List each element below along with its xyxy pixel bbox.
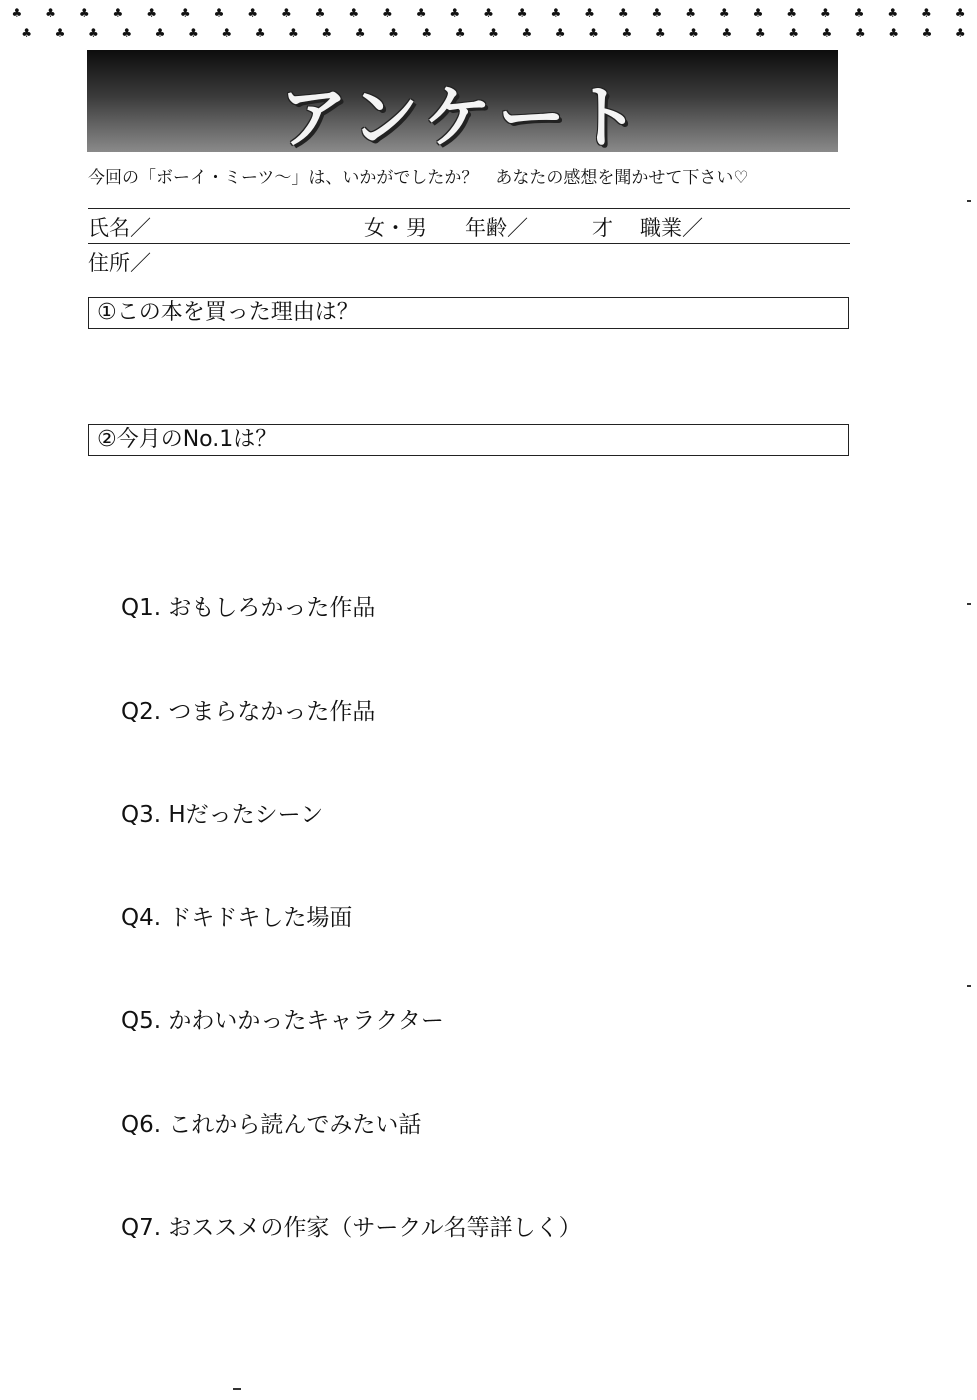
- question-item-q6: Q6. これから読んでみたい話: [121, 1112, 422, 1138]
- border-ornament-icon: ♣︎: [348, 6, 360, 20]
- border-ornament-icon: ♣︎: [280, 6, 292, 20]
- intro-text: 今回の「ボーイ・ミーツ〜」は、いかがでしたか？ あなたの感想を聞かせて下さい♡: [88, 168, 749, 188]
- border-ornament-icon: ♣︎: [516, 6, 528, 20]
- border-ornament-icon: ♣︎: [213, 6, 225, 20]
- border-ornament-icon: ♣︎: [954, 6, 966, 20]
- border-ornament-icon: ♣︎: [421, 26, 433, 40]
- decorative-border-top: [0, 4, 977, 22]
- border-ornament-icon: ♣︎: [121, 26, 133, 40]
- question-item-q5: Q5. かわいかったキャラクター: [121, 1008, 444, 1034]
- border-ornament-icon: ♣︎: [651, 6, 663, 20]
- decorative-border-second: [0, 24, 977, 42]
- border-ornament-icon: ♣︎: [550, 6, 562, 20]
- border-ornament-icon: ♣︎: [688, 26, 699, 40]
- question-box-number-one: [88, 424, 849, 456]
- age-field-label: 年齢／: [465, 216, 528, 240]
- border-ornament-icon: ♣︎: [853, 6, 865, 20]
- border-ornament-icon: ♣︎: [588, 26, 599, 40]
- question-item-q1: Q1. おもしろかった作品: [121, 595, 376, 621]
- border-ornament-icon: ♣︎: [254, 26, 266, 40]
- question-box-label: ②今月のNo.1は？: [97, 427, 278, 452]
- border-ornament-icon: ♣︎: [721, 26, 733, 40]
- border-ornament-icon: ♣︎: [11, 6, 23, 20]
- border-ornament-icon: ♣︎: [488, 26, 499, 40]
- border-ornament-icon: ♣︎: [388, 26, 399, 40]
- border-ornament-icon: ♣︎: [415, 6, 427, 20]
- border-ornament-icon: ♣︎: [354, 26, 366, 40]
- border-ornament-icon: ♣︎: [21, 26, 33, 40]
- border-ornament-icon: ♣︎: [54, 26, 66, 40]
- border-ornament-icon: ♣︎: [179, 6, 191, 20]
- divider-line: [88, 243, 850, 244]
- question-item-q3: Q3. Hだったシーン: [121, 802, 324, 828]
- border-ornament-icon: ♣︎: [188, 26, 199, 40]
- question-box-reason: [88, 297, 849, 329]
- border-ornament-icon: ♣︎: [854, 26, 866, 40]
- question-box-label: ①この本を買った理由は？: [97, 300, 359, 325]
- job-field-label: 職業／: [640, 216, 703, 240]
- border-ornament-icon: ♣︎: [554, 26, 566, 40]
- border-ornament-icon: ♣︎: [382, 6, 393, 20]
- question-item-q4: Q4. ドキドキした場面: [121, 905, 353, 931]
- border-ornament-icon: ♣︎: [449, 6, 461, 20]
- name-field-label: 氏名／: [88, 216, 151, 240]
- border-ornament-icon: ♣︎: [888, 26, 899, 40]
- border-ornament-icon: ♣︎: [617, 6, 629, 20]
- border-ornament-icon: ♣︎: [87, 26, 99, 40]
- border-ornament-icon: ♣︎: [146, 6, 157, 20]
- divider-line: [88, 208, 850, 209]
- scan-mark: [233, 1388, 241, 1390]
- border-ornament-icon: ♣︎: [752, 6, 764, 20]
- border-ornament-icon: ♣︎: [221, 26, 233, 40]
- border-ornament-icon: ♣︎: [921, 26, 933, 40]
- border-ornament-icon: ♣︎: [685, 6, 696, 20]
- page-title: アンケート: [279, 79, 646, 152]
- border-ornament-icon: ♣︎: [819, 6, 831, 20]
- header-banner: [87, 50, 838, 152]
- border-ornament-icon: ♣︎: [718, 6, 730, 20]
- border-ornament-icon: ♣︎: [786, 6, 798, 20]
- border-ornament-icon: ♣︎: [321, 26, 333, 40]
- border-ornament-icon: ♣︎: [584, 6, 595, 20]
- border-ornament-icon: ♣︎: [314, 6, 326, 20]
- gender-field-label: 女・男: [364, 216, 427, 240]
- border-ornament-icon: ♣︎: [621, 26, 633, 40]
- border-ornament-icon: ♣︎: [247, 6, 259, 20]
- age-unit-label: 才: [592, 216, 613, 240]
- question-item-q7: Q7. おススメの作家（サークル名等詳しく）: [121, 1215, 582, 1241]
- border-ornament-icon: ♣︎: [483, 6, 494, 20]
- border-ornament-icon: ♣︎: [288, 26, 299, 40]
- border-ornament-icon: ♣︎: [887, 6, 899, 20]
- border-ornament-icon: ♣︎: [454, 26, 466, 40]
- border-ornament-icon: ♣︎: [154, 26, 166, 40]
- border-ornament-icon: ♣︎: [45, 6, 56, 20]
- scan-mark: [967, 200, 971, 202]
- border-ornament-icon: ♣︎: [921, 6, 932, 20]
- scan-mark: [967, 603, 971, 605]
- border-ornament-icon: ♣︎: [954, 26, 966, 40]
- border-ornament-icon: ♣︎: [521, 26, 533, 40]
- question-item-q2: Q2. つまらなかった作品: [121, 699, 376, 725]
- address-field-label: 住所／: [88, 251, 151, 275]
- border-ornament-icon: ♣︎: [78, 6, 90, 20]
- border-ornament-icon: ♣︎: [654, 26, 666, 40]
- border-ornament-icon: ♣︎: [112, 6, 124, 20]
- border-ornament-icon: ♣︎: [754, 26, 766, 40]
- border-ornament-icon: ♣︎: [788, 26, 799, 40]
- border-ornament-icon: ♣︎: [821, 26, 833, 40]
- scan-mark: [967, 985, 971, 987]
